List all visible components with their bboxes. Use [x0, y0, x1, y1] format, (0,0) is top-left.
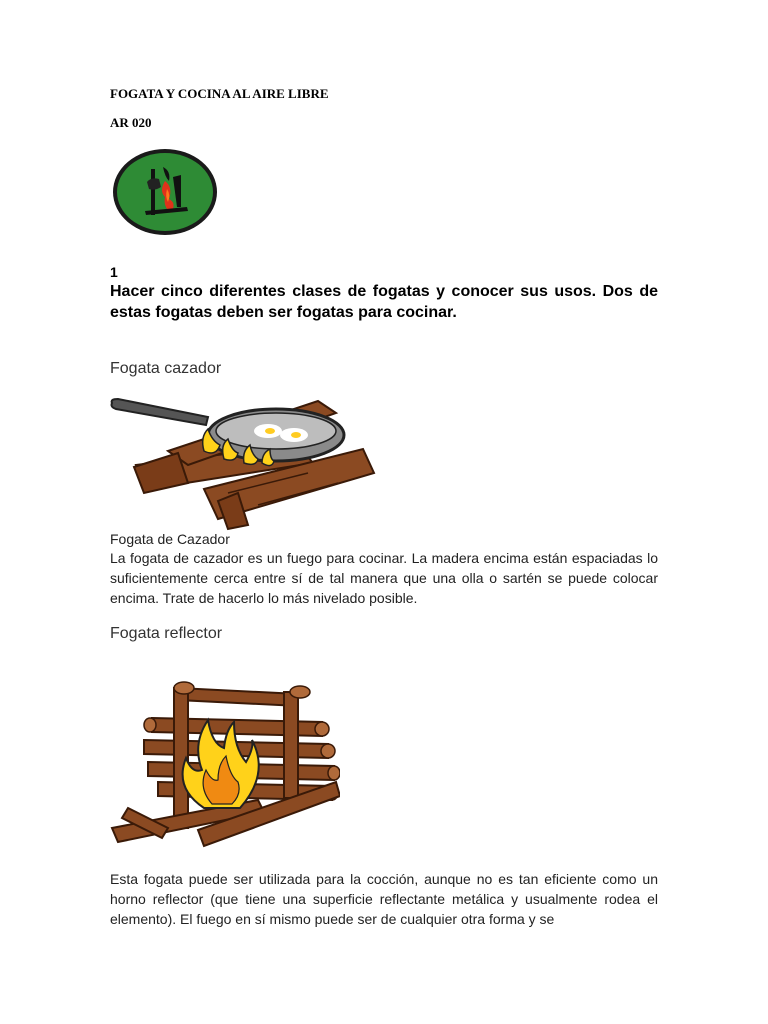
- honor-badge-image: [111, 147, 219, 237]
- hunter-fire-paragraph: La fogata de cazador es un fuego para cocinar. La madera encima están espaciadas lo suficientemente cerca entre sí de tal manera que una olla o sartén se puede colocar encima. Trate de hacerlo lo más nivelado posible.: [110, 550, 658, 606]
- hunter-fire-caption: Fogata de Cazador: [110, 531, 230, 547]
- hunter-fire-illustration: [108, 393, 378, 533]
- section-heading-hunter-fire: Fogata cazador: [110, 360, 222, 377]
- requirement-number: 1: [110, 264, 118, 280]
- section-heading-reflector-fire: Fogata reflector: [110, 625, 223, 642]
- reflector-fire-illustration: [108, 678, 340, 854]
- document-code: AR 020: [110, 115, 152, 130]
- document-title: FOGATA Y COCINA AL AIRE LIBRE: [110, 86, 329, 101]
- requirement-text: Hacer cinco diferentes clases de fogatas y conocer sus usos. Dos de estas fogatas deben ser fogatas para cocinar.: [110, 283, 658, 321]
- reflector-fire-paragraph: Esta fogata puede ser utilizada para la cocción, aunque no es tan eficiente como un horno reflector (que tiene una superficie reflectante metálica y usualmente rodea el elemento). El fuego en sí mismo puede ser de cualquier otra forma y se: [110, 871, 658, 927]
